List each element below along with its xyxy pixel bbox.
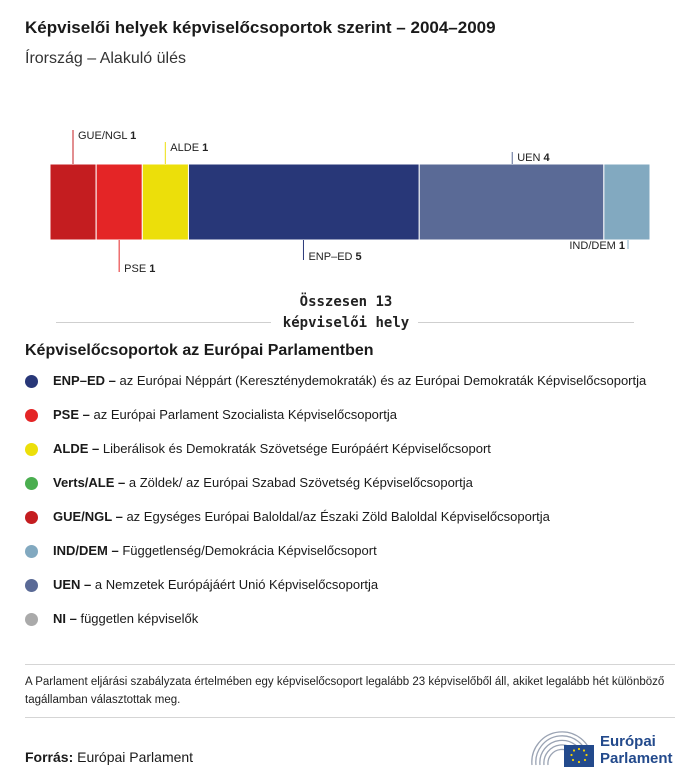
bar-gue-ngl (50, 164, 96, 240)
legend-abbr: ALDE – (53, 441, 100, 456)
european-parliament-logo (530, 729, 690, 769)
page-title: Képviselői helyek képviselőcsoportok szerint – 2004–2009 (25, 18, 496, 37)
legend-dot-icon (25, 375, 38, 388)
legend-abbr: Verts/ALE – (53, 475, 126, 490)
legend-abbr: GUE/NGL – (53, 509, 123, 524)
legend-dot-icon (25, 511, 38, 524)
legend-description: az Egységes Európai Baloldal/az Északi Zöld Baloldal Képviselőcsoportja (122, 509, 550, 524)
bar-ind-dem (604, 164, 650, 240)
bar-label: ALDE 1 (170, 142, 209, 154)
legend-item (25, 440, 685, 474)
legend-abbr: UEN – (53, 577, 92, 592)
legend-abbr: ENP–ED – (53, 373, 116, 388)
bar-label: UEN 4 (517, 152, 550, 164)
legend-dot-icon (25, 579, 38, 592)
divider (25, 717, 675, 718)
bar-alde (142, 164, 188, 240)
bar-label: PSE 1 (124, 263, 156, 275)
legend-text (53, 576, 378, 594)
logo-text (600, 733, 673, 767)
legend-dot-icon (25, 477, 38, 490)
logo-line-1: Európai (600, 733, 656, 750)
source-label: Forrás: (25, 749, 74, 765)
legend-description: Függetlenség/Demokrácia Képviselőcsoport (118, 543, 377, 558)
bar-label: GUE/NGL 1 (78, 130, 137, 142)
legend-title: Képviselőcsoportok az Európai Parlamentben (25, 342, 374, 359)
source (25, 749, 193, 765)
legend-item (25, 542, 685, 576)
legend-description: az Európai Parlament Szocialista Képviselőcsoportja (89, 407, 397, 422)
divider (25, 664, 675, 665)
bar-label: IND/DEM 1 (569, 240, 625, 252)
bar-pse (96, 164, 142, 240)
legend-item (25, 576, 685, 610)
legend-description: a Nemzetek Európájáért Unió Képviselőcsoportja (91, 577, 379, 592)
legend-text (53, 508, 550, 526)
logo-line-2: Parlament (600, 750, 673, 767)
legend-item (25, 610, 685, 644)
parliament-hemicycle-icon (530, 729, 595, 769)
legend-item (25, 508, 685, 542)
seat-chart (0, 120, 700, 280)
divider-line (56, 322, 271, 323)
legend-text (53, 372, 646, 390)
legend-dot-icon (25, 443, 38, 456)
total-seats (56, 290, 634, 350)
divider-line (418, 322, 634, 323)
legend-item (25, 372, 685, 406)
page-subtitle: Írország – Alakuló ülés (25, 50, 186, 67)
legend-dot-icon (25, 545, 38, 558)
bar-label: ENP–ED 5 (308, 251, 362, 263)
legend-text (53, 474, 473, 492)
source-value: Európai Parlament (77, 749, 194, 765)
legend-text (53, 610, 198, 628)
legend-text (53, 542, 377, 560)
legend-abbr: NI – (53, 611, 77, 626)
legend-description: független képviselők (76, 611, 199, 626)
legend-abbr: PSE – (53, 407, 90, 422)
legend-description: a Zöldek/ az Európai Szabad Szövetség Képviselőcsoportja (125, 475, 473, 490)
legend-description: Liberálisok és Demokraták Szövetsége Európáért Képviselőcsoport (99, 441, 491, 456)
legend-abbr: IND/DEM – (53, 543, 119, 558)
legend-text (53, 406, 397, 424)
legend (25, 372, 685, 644)
legend-dot-icon (25, 613, 38, 626)
legend-item (25, 474, 685, 508)
legend-text (53, 440, 491, 458)
bar-uen (419, 164, 604, 240)
total-label: Összesen 13 képviselői hely (282, 294, 410, 331)
footnote: A Parlament eljárási szabályzata értelmében egy képviselőcsoport legalább 23 képviselőből áll, akiket legalább hét különböző tagállamban választottak meg. (25, 676, 665, 706)
legend-item (25, 406, 685, 440)
bar-enp-ed (188, 164, 419, 240)
legend-description: az Európai Néppárt (Kereszténydemokraták) és az Európai Demokraták Képviselőcsoportja (115, 373, 647, 388)
legend-dot-icon (25, 409, 38, 422)
